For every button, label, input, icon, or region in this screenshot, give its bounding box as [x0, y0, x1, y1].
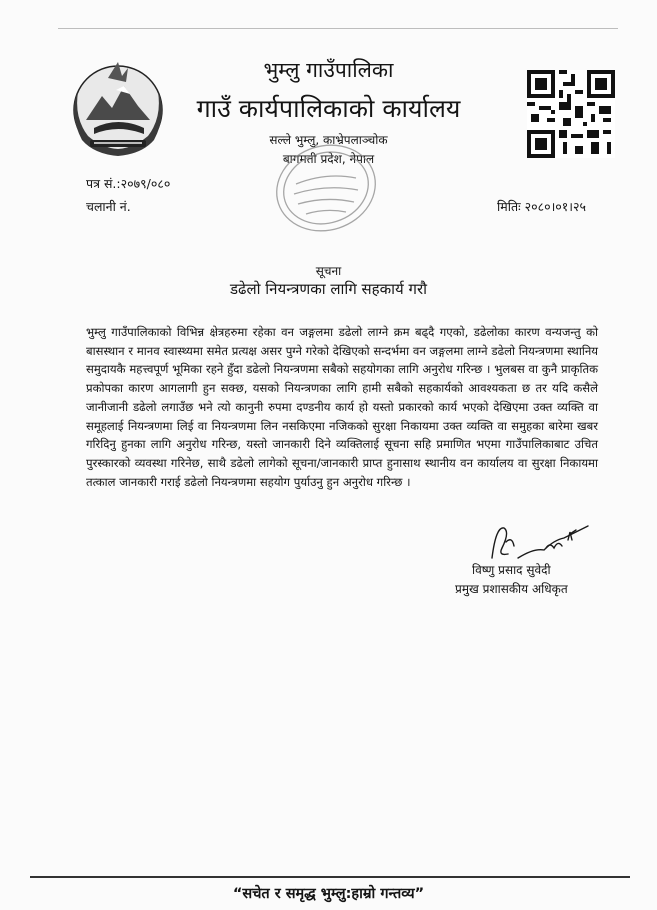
office-name: भुम्लु गाउँपालिका [263, 58, 394, 82]
notice-heading: डढेलो नियन्त्रणका लागि सहकार्य गरौ [230, 280, 427, 298]
notice-body: भुम्लु गाउँपालिकाको विभिन्न क्षेत्रहरुमा रहेका वन जङ्गलमा डढेलो लाग्ने क्रम बढ्दै गएको, डढेलोका कारण वन्यजन्तु को बासस्थान र मानव स्वास्थ्यमा समेत प्रत्यक्ष असर पुग्ने गरेको देखिएको सन्दर्भमा वन जङ्गलमा लाग्ने डढेलो नियन्त्रणमा स्थानिय समुदायकै महत्त्वपूर्ण भूमिका रहने हुँदा डढेलो नियन्त्रणमा सबैको सहयोगका लागि अनुरोध गरिन्छ । भुलबस वा कुनै प्राकृतिक प्रकोपका कारण आगलागी हुन सक्छ, यसको नियन्त्रणका लागि हामी सबैको सहकार्यको आवश्यकता छ तर यदि कसैले जानीजानी डढेलो लगाउँछ भने त्यो कानुनी रुपमा दण्डनीय कार्य हो यस्तो प्रकारको कार्य भएको देखिएमा उक्त व्यक्ति वा समूहलाई नियन्त्रणमा लिई वा नियन्त्रणमा लिन नसकिएमा नजिकको सुरक्षा निकायमा उक्त व्यक्ति वा समुहका बारेमा खबर गरिदिनु हुनका लागि अनुरोध गरिन्छ, यस्तो जानकारी दिने व्यक्तिलाई सूचना सहि प्रमाणित भएमा गाउँपालिकाबाट उचित पुरस्कारको व्यवस्था गरिनेछ, साथै डढेलो लागेको सूचना/जानकारी प्राप्त हुनासाथ स्थानीय वन कार्यालय वा सुरक्षा निकायमा तत्काल जानकारी गराई डढेलो नियन्त्रणमा सहयोग पुर्याउनु हुन अनुरोध गरिन्छ । [86, 325, 598, 489]
notice-label: सूचना [315, 264, 342, 278]
office-title: गाउँ कार्यपालिकाको कार्यालय [196, 94, 461, 123]
signatory-title: प्रमुख प्रशासकीय अधिकृत [455, 582, 568, 596]
address-line-2: बागमती प्रदेश, नेपाल [282, 152, 375, 166]
signatory-name: विष्णु प्रसाद सुवेदी [472, 563, 551, 577]
top-divider [58, 28, 618, 29]
dispatch-number: चलानी नं. [86, 199, 131, 214]
reference-number: पत्र सं.:२०७९/०८० [86, 176, 171, 191]
footer-divider [30, 876, 630, 878]
address-line-1: सल्ले भुम्लु, काभ्रेपलाञ्चोक [269, 133, 388, 147]
office-stamp-icon [262, 132, 390, 244]
letter-date: मितिः २०८०।०१।२५ [497, 199, 587, 214]
footer-slogan: “सचेत र समृद्ध भुम्लु:हाम्रो गन्तव्य” [232, 886, 425, 902]
